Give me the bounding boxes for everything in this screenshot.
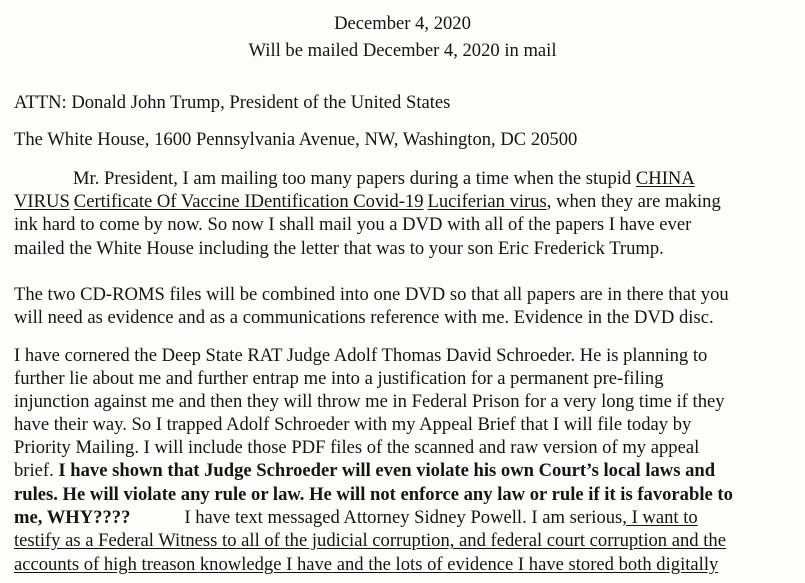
paragraph-3-line-7: rules. He will violate any rule or law. He will not enforce any law or rule if it is favorable to — [14, 484, 733, 505]
underlined-text: Luciferian virus — [427, 191, 547, 212]
bold-text: I have shown that Judge Schroeder will even violate his own Court’s local laws and — [58, 460, 716, 481]
paragraph-1-line-3: ink hard to come by now. So now I shall mail you a DVD with all of the papers I have ever — [14, 214, 692, 235]
paragraph-3-line-4: have their way. So I trapped Adolf Schroeder with my Appeal Brief that I will file today by — [14, 414, 692, 435]
underlined-text: CHINA — [635, 168, 695, 189]
mailing-note: Will be mailed December 4, 2020 in mail — [248, 40, 557, 61]
underlined-text: , I want to — [622, 507, 698, 528]
paragraph-3-line-5: Priority Mailing. I will include those PDF files of the scanned and raw version of my appeal — [14, 437, 700, 458]
address-line: The White House, 1600 Pennsylvania Avenue, NW, Washington, DC 20500 — [14, 129, 578, 150]
paragraph-2-line-1: The two CD-ROMS files will be combined into one DVD so that all papers are in there that you — [14, 284, 729, 305]
paragraph-2-line-2: will need as evidence and as a communications reference with me. Evidence in the DVD disc. — [14, 307, 714, 328]
paragraph-3-line-10: accounts of high treason knowledge I have and the lots of evidence I have stored both digitally — [14, 554, 719, 575]
paragraph-3-line-9: testify as a Federal Witness to all of the judicial corruption, and federal court corruption and the — [14, 530, 726, 551]
paragraph-3-line-2: further lie about me and further entrap me into a justification for a permanent pre-filing — [14, 368, 664, 389]
text-run: I have text messaged Attorney Sidney Powell. I am serious — [184, 507, 623, 528]
paragraph-1-line-1 — [73, 168, 695, 190]
paragraph-3-line-6 — [14, 460, 715, 482]
underlined-text: Certificate Of Vaccine IDentification Covid-19 — [73, 191, 424, 212]
paragraph-1-line-4: mailed the White House including the letter that was to your son Eric Frederick Trump. — [14, 238, 664, 259]
paragraph-3-line-3: injunction against me and then they will throw me in Federal Prison for a very long time if they — [14, 391, 725, 412]
paragraph-1-line-2 — [14, 191, 721, 213]
letter-date: December 4, 2020 — [334, 13, 471, 34]
underlined-text: VIRUS — [14, 191, 70, 212]
text-run: Mr. President, I am mailing too many papers during a time when the stupid — [73, 168, 636, 189]
text-run: , when they are making — [546, 191, 721, 212]
attention-line: ATTN: Donald John Trump, President of the United States — [14, 92, 451, 113]
text-run: brief. — [14, 460, 59, 481]
bold-text: me, WHY???? — [14, 507, 131, 528]
paragraph-3-line-1: I have cornered the Deep State RAT Judge Adolf Thomas David Schroeder. He is planning to — [14, 345, 708, 366]
paragraph-3-line-8 — [14, 507, 698, 529]
